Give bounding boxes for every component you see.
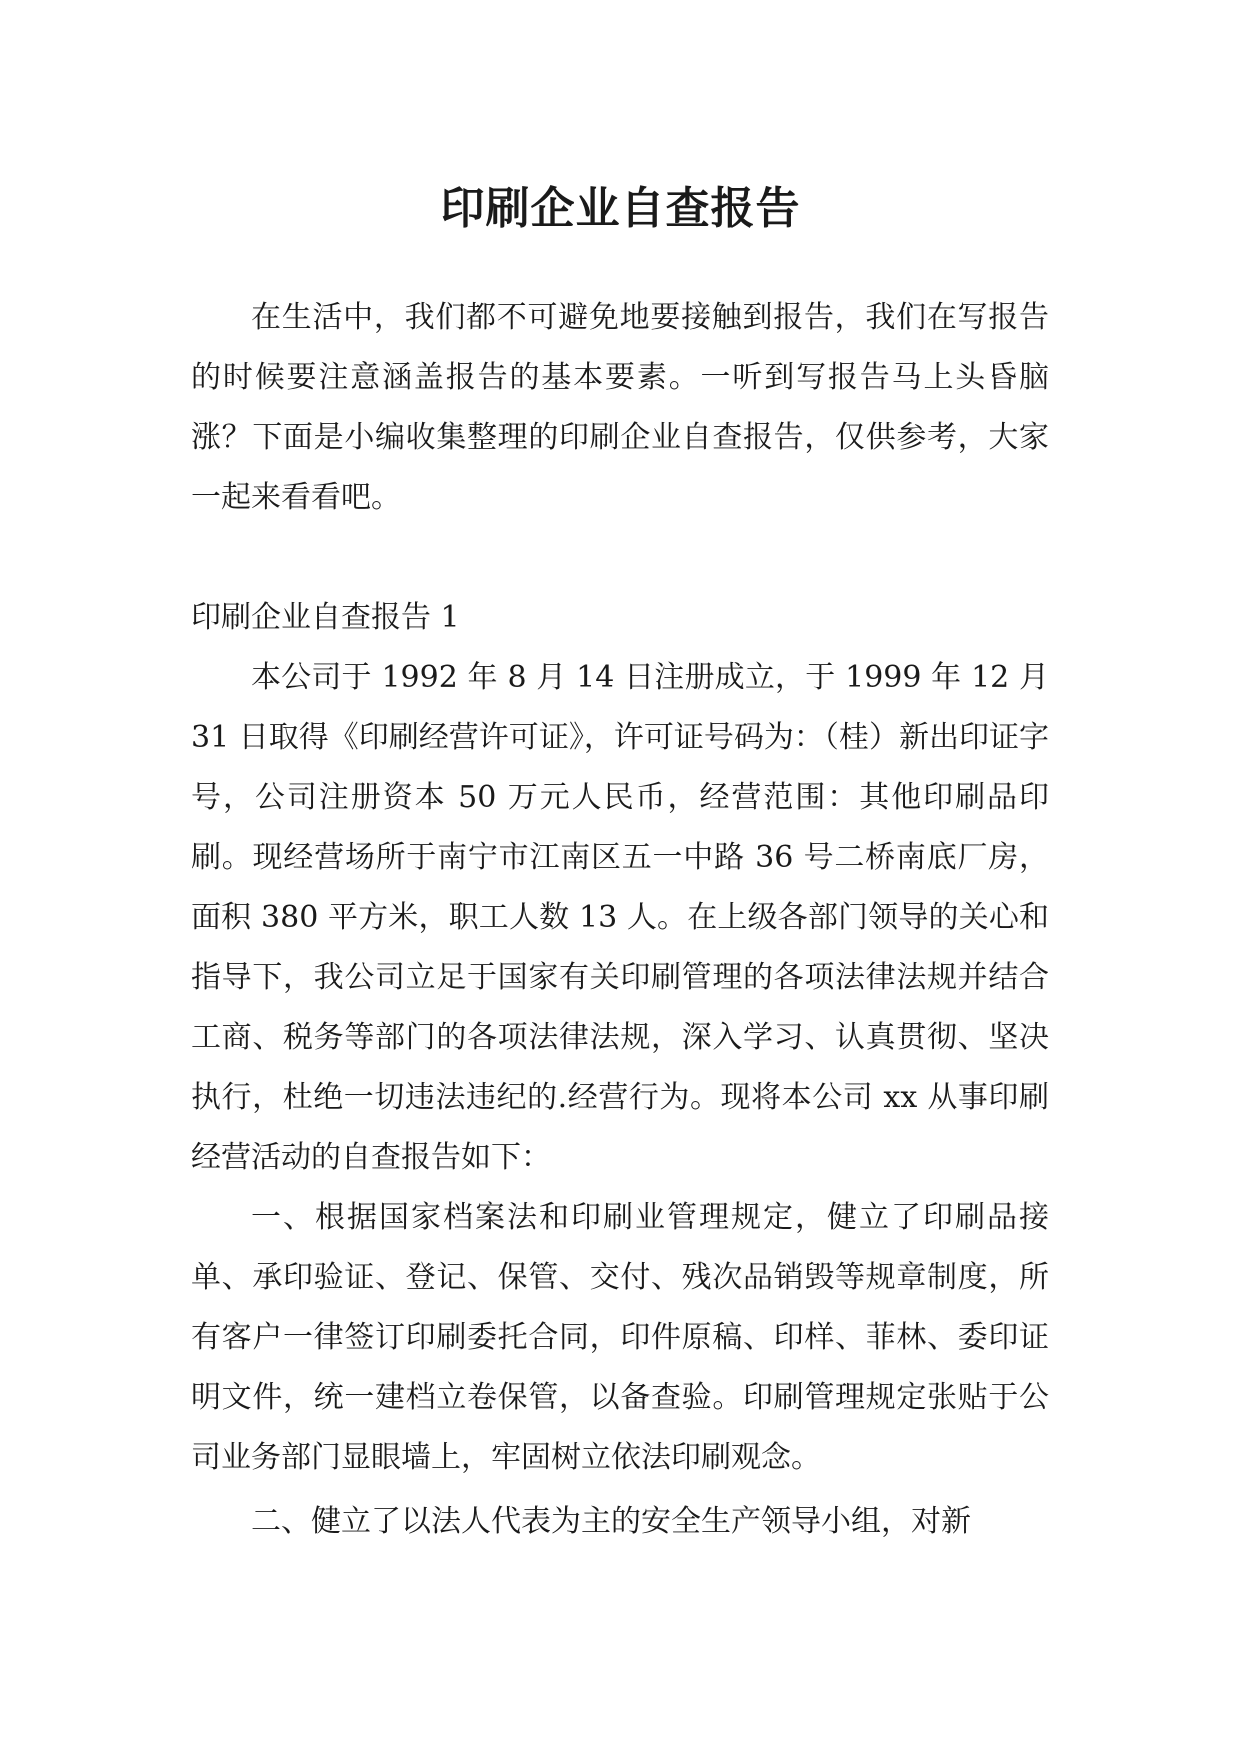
body-paragraph: 二、健立了以法人代表为主的安全生产领导小组，对新 [251, 1504, 971, 1539]
section-heading: 印刷企业自查报告 1 [191, 600, 460, 635]
intro-paragraph: 在生活中，我们都不可避免地要接触到报告，我们在写报告的时候要注意涵盖报告的基本要素。一听到写报告马上头昏脑涨？下面是小编收集整理的印刷企业自查报告，仅供参考，大家一起来看看吧。 [191, 300, 1049, 515]
body-paragraph: 本公司于 1992 年 8 月 14 日注册成立，于 1999 年 12 月 31 日取得《印刷经营许可证》，许可证号码为：（桂）新出印证字号，公司注册资本 50 万元人民币，经营范围：其他印刷品印刷。现经营场所于南宁市江南区五一中路 36 号二桥南底厂房，面积 380 平方米，职工人数 13 人。在上级各部门领导的关心和指导下，我公司立足于国家有关印刷管理的各项法律法规并结合工商、税务等部门的各项法律法规，深入学习、认真贯彻、坚决执行，杜绝一切违法违纪的.经营行为。现将本公司 xx 从事印刷经营活动的自查报告如下： [191, 660, 1049, 1175]
body-paragraph: 一、根据国家档案法和印刷业管理规定，健立了印刷品接单、承印验证、登记、保管、交付、残次品销毁等规章制度，所有客户一律签订印刷委托合同，印件原稿、印样、菲林、委印证明文件，统一建档立卷保管，以备查验。印刷管理规定张贴于公司业务部门显眼墙上，牢固树立依法印刷观念。 [191, 1200, 1049, 1475]
document-title: 印刷企业自查报告 [440, 183, 801, 235]
document-body [191, 288, 1049, 1552]
